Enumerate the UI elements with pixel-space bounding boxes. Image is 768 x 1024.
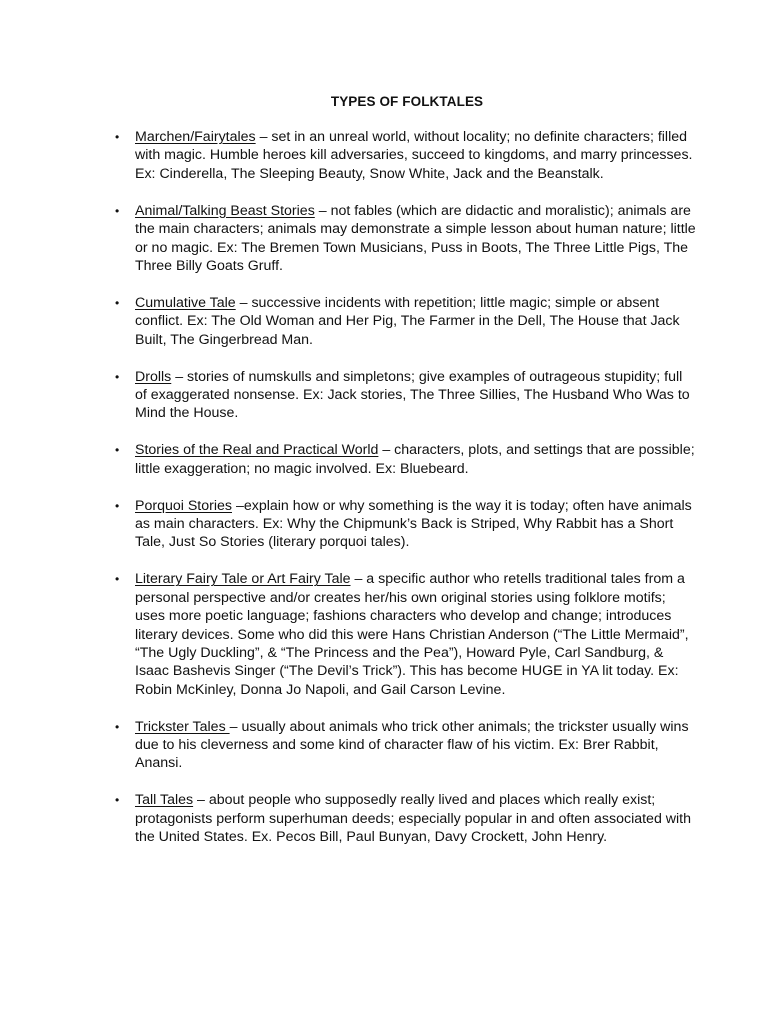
bullet-icon: • <box>115 572 120 587</box>
bullet-icon: • <box>115 295 120 310</box>
term-label: Literary Fairy Tale or Art Fairy Tale <box>135 571 351 588</box>
term-description: –explain how or why something is the way it is today; often have animals as main characters. Ex: Why the Chipmunk’s Back is Striped, Why Rabbit has a Short Tale, Just So Stories (literary porquoi tales). <box>135 497 692 551</box>
bullet-icon: • <box>115 369 120 384</box>
bullet-icon: • <box>115 130 120 144</box>
term-description: – not fables (which are didactic and moralistic); animals are the main characters; animals may demonstrate a simple lesson about human nature; little or no magic. Ex: The Bremen Town Musicians, Puss in Boots, The Three Little Pigs, The Three Billy Goats Gruff. <box>135 202 696 274</box>
list-item-real-world-stories <box>112 441 698 478</box>
list-item-marchen <box>112 128 698 183</box>
page-title: TYPES OF FOLKTALES <box>330 94 484 109</box>
term-label: Porquoi Stories <box>135 497 232 514</box>
list-item-drolls <box>112 368 698 423</box>
term-description: – characters, plots, and settings that are possible; little exaggeration; no magic involved. Ex: Bluebeard. <box>135 442 695 477</box>
term-label: Animal/Talking Beast Stories <box>135 202 315 219</box>
term-description: – stories of numskulls and simpletons; give examples of outrageous stupidity; full of exaggerated nonsense. Ex: Jack stories, The Three Sillies, The Husband Who Was to Mind the House. <box>135 368 690 422</box>
term-description: – usually about animals who trick other animals; the trickster usually wins due to his cleverness and some kind of character flaw of his victim. Ex: Brer Rabbit, Anansi. <box>135 718 689 772</box>
list-item-trickster-tales <box>112 718 698 773</box>
term-label: Cumulative Tale <box>135 294 236 311</box>
bullet-icon: • <box>115 203 120 218</box>
term-label: Tall Tales <box>135 792 194 809</box>
term-label: Drolls <box>135 368 172 385</box>
term-description: – successive incidents with repetition; little magic; simple or absent conflict. Ex: The Old Woman and Her Pig, The Farmer in the Dell, The House that Jack Built, The Gingerbread Man. <box>135 294 680 348</box>
bullet-icon: • <box>115 793 120 808</box>
term-description: – set in an unreal world, without locality; no definite characters; filled with magic. Humble heroes kill adversaries, succeed to kingdoms, and marry princesses. Ex: Cinderella, The Sleeping Beauty, Snow White, Jack and the Beanstalk. <box>135 129 693 182</box>
bullet-icon: • <box>115 719 120 734</box>
list-item-literary-fairy-tale <box>112 570 698 699</box>
term-description: – a specific author who retells traditional tales from a personal perspective and/or creates her/his own original stories using folklore motifs; uses more poetic language; fashions characters who develop and change; introduces literary devices. Some who did this were Hans Christian Anderson (“The Little Mermaid”, “The Ugly Duckling”, & “The Princess and the Pea”), Howard Pyle, Carl Sandburg, & Isaac Bashevis Singer (“The Devil’s Trick”). This has become HUGE in YA lit today. Ex: Robin McKinley, Donna Jo Napoli, and Gail Carson Levine. <box>135 571 689 698</box>
bullet-icon: • <box>115 498 120 513</box>
list-item-tall-tales <box>112 791 698 846</box>
term-label: Trickster Tales <box>135 718 230 735</box>
bullet-icon: • <box>115 443 120 458</box>
list-item-animal-stories <box>112 202 698 276</box>
list-item-cumulative-tale <box>112 294 698 349</box>
term-description: – about people who supposedly really lived and places which really exist; protagonists perform superhuman deeds; especially popular in and often associated with the United States. Ex. Pecos Bill, Paul Bunyan, Davy Crockett, John Henry. <box>135 792 692 846</box>
term-label: Marchen/Fairytales <box>135 129 256 145</box>
folktale-list <box>112 128 698 847</box>
term-label: Stories of the Real and Practical World <box>135 442 379 459</box>
list-item-porquoi-stories <box>112 497 698 552</box>
